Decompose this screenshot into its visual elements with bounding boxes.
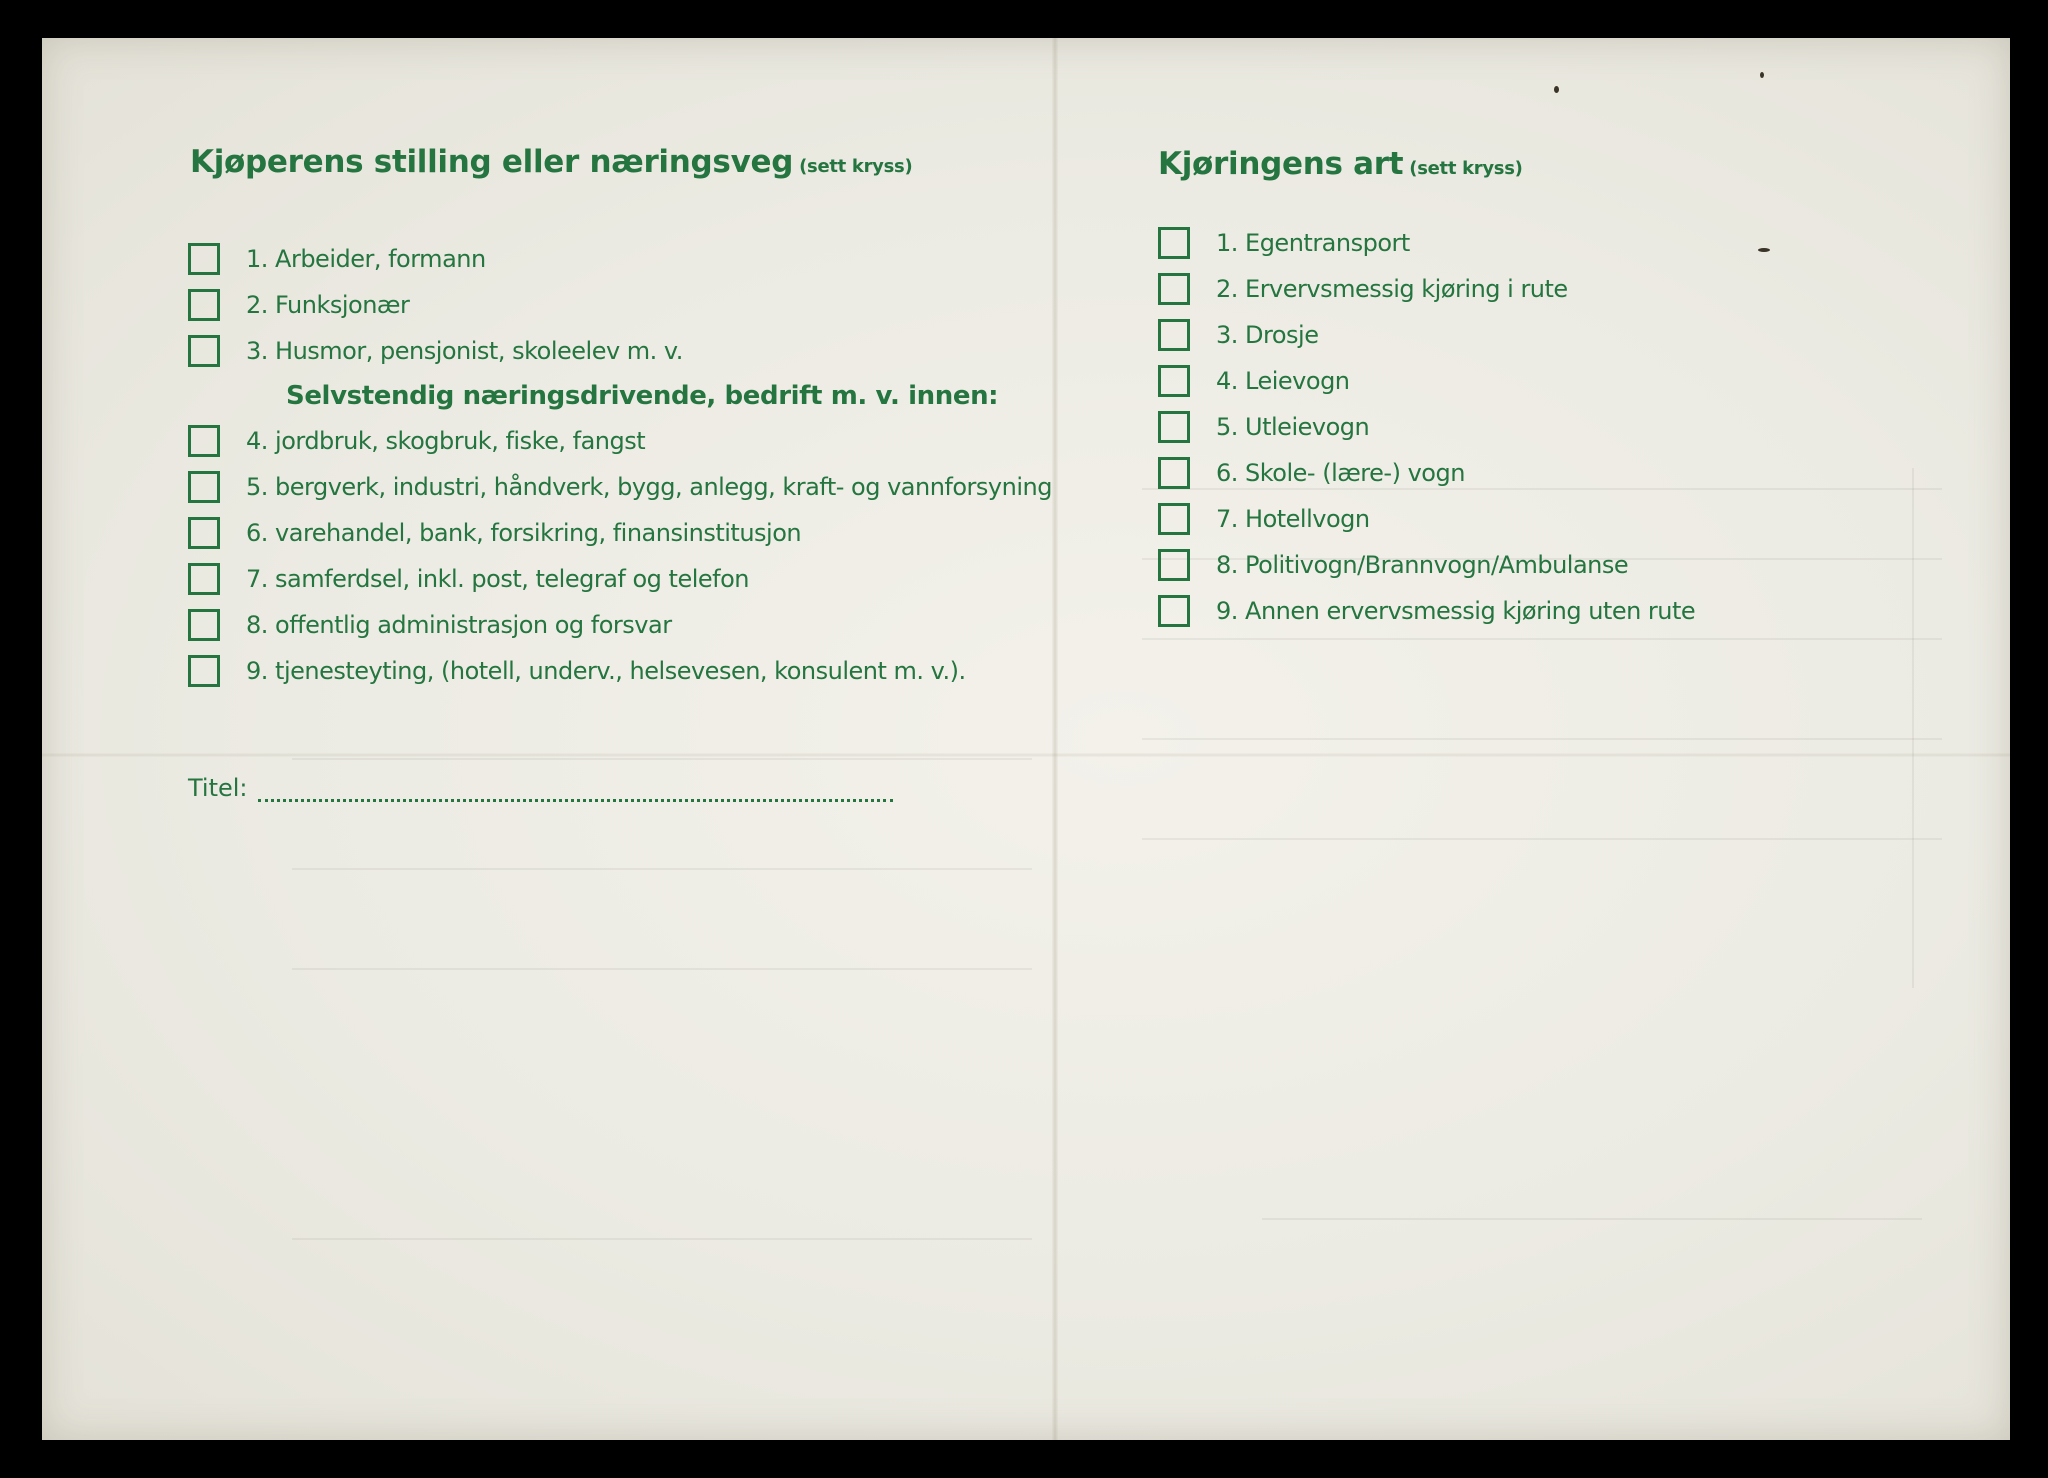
checkbox[interactable] (1158, 457, 1190, 489)
option-label: 5. bergverk, industri, håndverk, bygg, anlegg, kraft- og vannforsyning (246, 473, 1052, 501)
driving-option-6[interactable] (1158, 450, 1695, 496)
option-label: 6. Skole- (lære-) vogn (1216, 459, 1465, 487)
option-label: 2. Ervervsmessig kjøring i rute (1216, 275, 1568, 303)
checkbox[interactable] (1158, 319, 1190, 351)
title-dotted-line[interactable] (258, 781, 893, 802)
checkbox[interactable] (188, 243, 220, 275)
checkbox[interactable] (188, 471, 220, 503)
title-label: Titel: (188, 774, 248, 802)
paper-speck (1760, 72, 1764, 78)
show-through-rule (292, 1238, 1032, 1240)
checkbox[interactable] (188, 609, 220, 641)
occupation-option-7[interactable] (188, 556, 1052, 602)
driving-option-1[interactable] (1158, 220, 1695, 266)
show-through-rule (1142, 638, 1942, 640)
driving-option-5[interactable] (1158, 404, 1695, 450)
option-label: 5. Utleievogn (1216, 413, 1370, 441)
checkbox[interactable] (1158, 273, 1190, 305)
option-label: 7. samferdsel, inkl. post, telegraf og telefon (246, 565, 749, 593)
option-label: 3. Drosje (1216, 321, 1319, 349)
checkbox[interactable] (1158, 227, 1190, 259)
horizontal-fold-crease (42, 753, 2010, 757)
subheading-text: Selvstendig næringsdrivende, bedrift m. v. innen: (286, 381, 999, 411)
self-employed-subheading (188, 374, 1052, 418)
checkbox[interactable] (188, 517, 220, 549)
option-label: 4. Leievogn (1216, 367, 1350, 395)
driving-option-8[interactable] (1158, 542, 1695, 588)
checkbox[interactable] (1158, 411, 1190, 443)
show-through-rule (1262, 1218, 1922, 1220)
buyer-occupation-title: Kjøperens stilling eller næringsveg (190, 144, 794, 180)
driving-type-note: (sett kryss) (1409, 158, 1523, 179)
occupation-option-3[interactable] (188, 328, 1052, 374)
show-through-rule (292, 968, 1032, 970)
driving-option-9[interactable] (1158, 588, 1695, 634)
occupation-option-1[interactable] (188, 236, 1052, 282)
paper-speck (1554, 86, 1559, 93)
driving-option-7[interactable] (1158, 496, 1695, 542)
buyer-occupation-heading (190, 144, 912, 180)
option-label: 1. Egentransport (1216, 229, 1410, 257)
show-through-rule (292, 868, 1032, 870)
driving-type-title: Kjøringens art (1158, 146, 1404, 182)
checkbox[interactable] (188, 289, 220, 321)
driving-type-list (1158, 220, 1695, 634)
show-through-rule (1142, 738, 1942, 740)
option-label: 8. Politivogn/Brannvogn/Ambulanse (1216, 551, 1629, 579)
option-label: 3. Husmor, pensjonist, skoleelev m. v. (246, 337, 683, 365)
occupation-option-4[interactable] (188, 418, 1052, 464)
checkbox[interactable] (188, 563, 220, 595)
document-page (42, 38, 2010, 1440)
occupation-option-6[interactable] (188, 510, 1052, 556)
checkbox[interactable] (188, 425, 220, 457)
driving-option-3[interactable] (1158, 312, 1695, 358)
driving-option-2[interactable] (1158, 266, 1695, 312)
driving-type-heading (1158, 146, 1523, 182)
occupation-option-5[interactable] (188, 464, 1052, 510)
buyer-occupation-note: (sett kryss) (799, 156, 913, 177)
occupation-option-2[interactable] (188, 282, 1052, 328)
show-through-rule (292, 758, 1032, 760)
driving-option-4[interactable] (1158, 358, 1695, 404)
show-through-rule (1142, 838, 1942, 840)
occupation-option-9[interactable] (188, 648, 1052, 694)
checkbox[interactable] (188, 655, 220, 687)
checkbox[interactable] (1158, 595, 1190, 627)
occupation-option-8[interactable] (188, 602, 1052, 648)
show-through-rule (1912, 468, 1914, 988)
option-label: 8. offentlig administrasjon og forsvar (246, 611, 672, 639)
vertical-fold-crease (1052, 38, 1058, 1440)
option-label: 7. Hotellvogn (1216, 505, 1370, 533)
checkbox[interactable] (1158, 549, 1190, 581)
option-label: 6. varehandel, bank, forsikring, finansinstitusjon (246, 519, 802, 547)
option-label: 9. Annen ervervsmessig kjøring uten rute (1216, 597, 1696, 625)
option-label: 9. tjenesteyting, (hotell, underv., helsevesen, konsulent m. v.). (246, 657, 966, 685)
option-label: 4. jordbruk, skogbruk, fiske, fangst (246, 427, 646, 455)
checkbox[interactable] (1158, 503, 1190, 535)
buyer-occupation-list (188, 236, 1052, 694)
checkbox[interactable] (188, 335, 220, 367)
paper-speck (1758, 248, 1770, 252)
option-label: 2. Funksjonær (246, 291, 410, 319)
option-label: 1. Arbeider, formann (246, 245, 486, 273)
checkbox[interactable] (1158, 365, 1190, 397)
title-field[interactable] (188, 774, 893, 802)
